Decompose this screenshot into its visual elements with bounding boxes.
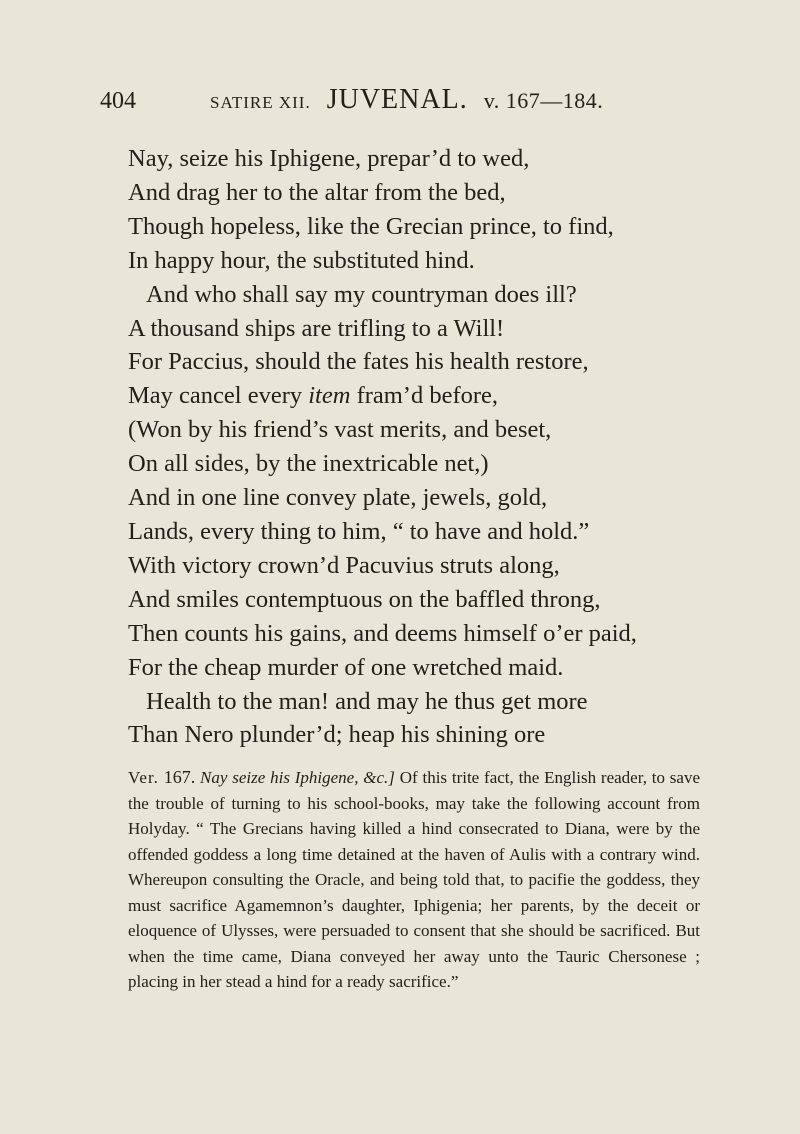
running-head xyxy=(210,84,603,116)
running-head-satire: SATIRE XII. xyxy=(210,93,311,112)
poem-line: (Won by his friend’s vast merits, and beset, xyxy=(128,416,552,444)
page-number: 404 xyxy=(100,88,136,114)
poem-line: Nay, seize his Iphigene, prepar’d to wed, xyxy=(128,145,530,172)
poem-line: May cancel every item fram’d before, xyxy=(128,382,499,410)
poem-line: For the cheap murder of one wretched maid. xyxy=(128,653,564,681)
poem-line: A thousand ships are trifling to a Will! xyxy=(128,314,505,342)
footnote-body: Of this trite fact, the English reader, to save the trouble of turning to his school-books, may take the following account from Holyday. “ The Grecians having killed a hind consecrated to Diana, were by the offended goddess a long time detained at the haven of Aulis with a contrary wind. Whereupon consulting the Oracle, and being told that, to pacifie the goddess, they must sacrifice Agamemnon’s daughter, Iphigenia; her parents, by the deceit or eloquence of Ulysses, were persuaded to consent that she should be sacrificed. But when the time came, Diana conveyed her away unto the Tauric Chersonese ; placing in her stead a hind for a ready sacrifice.” xyxy=(128,768,700,991)
poem-line: And who shall say my countryman does ill? xyxy=(146,280,577,308)
poem-line: Though hopeless, like the Grecian prince, to find, xyxy=(128,212,614,240)
poem-text xyxy=(128,142,748,752)
running-head-author: JUVENAL. xyxy=(326,84,468,115)
poem-line: In happy hour, the substituted hind. xyxy=(128,246,475,274)
poem-line: With victory crown’d Pacuvius struts along, xyxy=(128,551,560,579)
poem-line: And in one line convey plate, jewels, gold, xyxy=(128,484,548,512)
running-head-verses: v. 167—184. xyxy=(483,88,604,113)
footnote-paragraph xyxy=(128,765,700,995)
footnote-verse-number: 167. xyxy=(163,767,196,787)
poem-line: Lands, every thing to him, “ to have and hold.” xyxy=(128,517,590,545)
poem-line: For Paccius, should the fates his health restore, xyxy=(128,348,589,376)
poem-line: Than Nero plunder’d; heap his shining ore xyxy=(128,721,546,749)
poem-line: And smiles contemptuous on the baffled throng, xyxy=(128,585,601,613)
footnote xyxy=(128,765,700,995)
poem-line: Health to the man! and may he thus get more xyxy=(146,687,588,715)
poem-line: And drag her to the altar from the bed, xyxy=(128,178,506,206)
footnote-lemma: Nay seize his Iphigene, &c.] xyxy=(200,768,395,787)
page-header xyxy=(100,78,700,118)
poem-line: Then counts his gains, and deems himself o’er paid, xyxy=(128,619,637,647)
footnote-label: Ver. xyxy=(128,768,159,787)
poem-line: On all sides, by the inextricable net,) xyxy=(128,450,489,478)
